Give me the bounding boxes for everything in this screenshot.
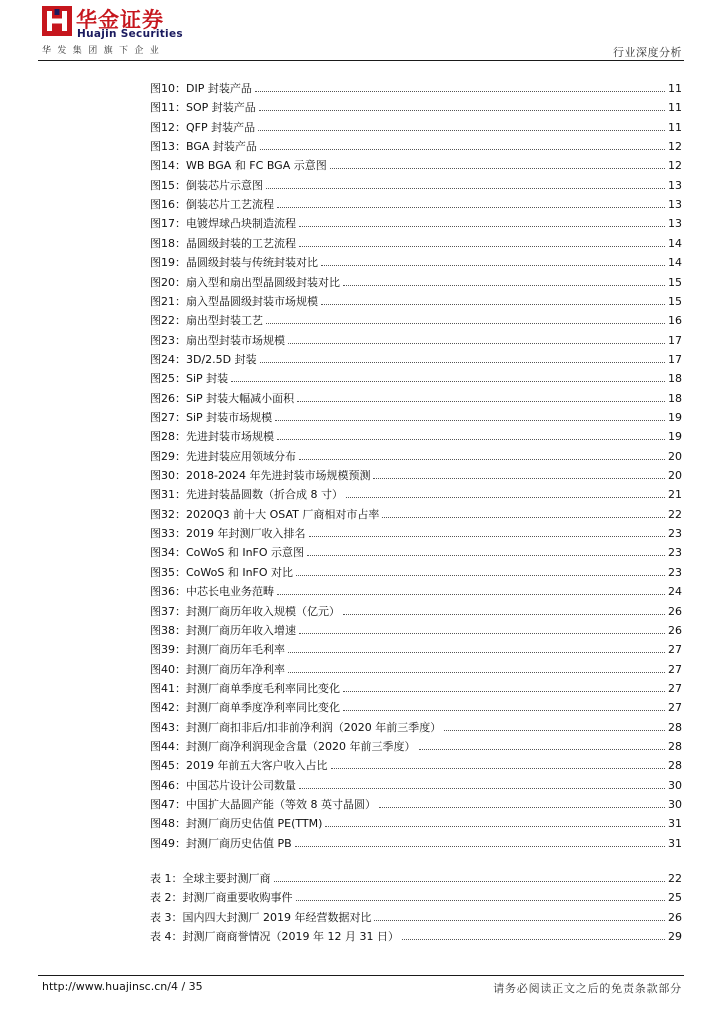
toc-entry-label: 图37：封测厂商历年收入规模（亿元） bbox=[150, 604, 340, 618]
figure-entry[interactable] bbox=[150, 525, 682, 541]
toc-entry-label: 图30：2018-2024 年先进封装市场规模预测 bbox=[150, 469, 371, 482]
figure-entry[interactable] bbox=[150, 757, 682, 773]
toc-dot-leader bbox=[277, 594, 665, 595]
toc-dot-leader bbox=[297, 401, 665, 402]
toc-entry-label: 表 4：封测厂商商誉情况（2019 年 12 月 31 日） bbox=[150, 930, 399, 944]
toc-entry-label: 图20：扇入型和扇出型晶圆级封装对比 bbox=[150, 275, 340, 289]
figure-entry[interactable] bbox=[150, 661, 682, 677]
toc-entry-label: 表 2：封测厂商重要收购事件 bbox=[150, 891, 293, 905]
toc-page-number: 27 bbox=[668, 681, 682, 695]
toc-dot-leader bbox=[321, 304, 665, 305]
toc-entry-label: 图32：2020Q3 前十大 OSAT 厂商相对市占率 bbox=[150, 507, 380, 521]
toc-dot-leader bbox=[255, 91, 665, 92]
toc-page-number: 31 bbox=[668, 817, 682, 831]
toc-page-number: 17 bbox=[668, 333, 682, 347]
toc-page-number: 26 bbox=[668, 623, 682, 637]
toc-entry-label: 图28：先进封装市场规模 bbox=[150, 430, 274, 444]
toc-dot-leader bbox=[296, 900, 666, 901]
toc-page-number: 26 bbox=[668, 910, 682, 924]
toc-dot-leader bbox=[379, 807, 665, 808]
toc-page-number: 12 bbox=[668, 159, 682, 173]
figure-entry[interactable] bbox=[150, 815, 682, 831]
toc-page-number: 28 bbox=[668, 739, 682, 753]
toc-entry-label: 图38：封测厂商历年收入增速 bbox=[150, 623, 296, 637]
huajin-logo-icon bbox=[42, 6, 72, 36]
toc-page-number: 15 bbox=[668, 294, 682, 308]
toc-page-number: 27 bbox=[668, 701, 682, 715]
figure-entry[interactable] bbox=[150, 699, 682, 715]
toc-page-number: 19 bbox=[668, 411, 682, 424]
figure-entry[interactable] bbox=[150, 641, 682, 657]
toc-dot-leader bbox=[299, 633, 665, 634]
toc-page-number: 27 bbox=[668, 662, 682, 676]
toc-entry-label: 图14：WB BGA 和 FC BGA 示意图 bbox=[150, 159, 327, 173]
toc-page-number: 28 bbox=[668, 720, 682, 734]
toc-dot-leader bbox=[288, 652, 665, 653]
toc-entry-label: 图35：CoWoS 和 InFO 对比 bbox=[150, 565, 294, 579]
toc-dot-leader bbox=[343, 691, 665, 692]
figure-entry[interactable] bbox=[150, 486, 682, 502]
toc-page-number: 12 bbox=[668, 140, 682, 154]
figure-entry[interactable] bbox=[150, 622, 682, 638]
toc-page-number: 31 bbox=[668, 836, 682, 850]
header-divider bbox=[38, 60, 684, 61]
figure-entry[interactable] bbox=[150, 603, 682, 619]
toc-entry-label: 图36：中芯长电业务范畴 bbox=[150, 585, 274, 599]
toc-entry-label: 图24：3D/2.5D 封装 bbox=[150, 352, 257, 366]
toc-dot-leader bbox=[295, 846, 665, 847]
toc-entry-label: 表 3：国内四大封测厂 2019 年经营数据对比 bbox=[150, 910, 372, 924]
toc-page-number: 18 bbox=[668, 391, 682, 405]
toc-entry-label: 图44：封测厂商净利润现金含量（2020 年前三季度） bbox=[150, 739, 416, 753]
toc-page-number: 14 bbox=[668, 236, 682, 250]
figure-entry[interactable] bbox=[150, 312, 682, 328]
figure-entry[interactable] bbox=[150, 564, 682, 580]
toc-entry-label: 图26：SiP 封装大幅减小面积 bbox=[150, 391, 295, 405]
toc-page-number: 26 bbox=[668, 604, 682, 618]
figure-entry[interactable] bbox=[150, 332, 682, 348]
figure-entry[interactable] bbox=[150, 738, 682, 754]
toc-entry-label: 图11：SOP 封装产品 bbox=[150, 101, 256, 115]
figure-entry[interactable] bbox=[150, 544, 682, 560]
toc-dot-leader bbox=[259, 110, 665, 111]
toc-entry-label: 图23：扇出型封装市场规模 bbox=[150, 333, 285, 347]
toc-dot-leader bbox=[331, 768, 666, 769]
toc-page-number: 30 bbox=[668, 778, 682, 792]
toc-entry-label: 图43：封测厂商扣非后/扣非前净利润（2020 年前三季度） bbox=[150, 720, 442, 734]
toc-entry-label: 图16：倒装芯片工艺流程 bbox=[150, 198, 274, 212]
toc-entry-label: 图45：2019 年前五大客户收入占比 bbox=[150, 759, 328, 773]
toc-page-number: 22 bbox=[668, 507, 682, 521]
toc-page-number: 15 bbox=[668, 275, 682, 289]
toc-page-number: 13 bbox=[668, 217, 682, 231]
toc-page-number: 16 bbox=[668, 314, 682, 328]
toc-dot-leader bbox=[266, 323, 665, 324]
toc-entry-label: 图13：BGA 封装产品 bbox=[150, 140, 257, 154]
toc-dot-leader bbox=[266, 188, 665, 189]
toc-page-number: 11 bbox=[668, 82, 682, 95]
toc-page-number: 22 bbox=[668, 872, 682, 885]
table-entry[interactable] bbox=[150, 909, 682, 925]
table-entry[interactable] bbox=[150, 870, 682, 886]
toc-dot-leader bbox=[299, 226, 665, 227]
logo-english-name: Huajin Securities bbox=[77, 28, 183, 40]
toc-entry-label: 图12：QFP 封装产品 bbox=[150, 120, 256, 134]
toc-entry-label: 图17：电镀焊球凸块制造流程 bbox=[150, 217, 296, 231]
figure-entry[interactable] bbox=[150, 428, 682, 444]
figure-entry[interactable] bbox=[150, 777, 682, 793]
figure-entry[interactable] bbox=[150, 370, 682, 386]
figure-entry[interactable] bbox=[150, 719, 682, 735]
toc-dot-leader bbox=[258, 130, 665, 131]
toc-page-number: 29 bbox=[668, 930, 682, 944]
toc-page-number: 21 bbox=[668, 488, 682, 502]
toc-dot-leader bbox=[419, 749, 666, 750]
figure-entry[interactable] bbox=[150, 80, 682, 96]
figure-entry[interactable] bbox=[150, 796, 682, 812]
footer-divider bbox=[38, 975, 684, 976]
toc-page-number: 13 bbox=[668, 178, 682, 192]
toc-page-number: 23 bbox=[668, 565, 682, 579]
figure-entry[interactable] bbox=[150, 119, 682, 135]
toc-page-number: 23 bbox=[668, 527, 682, 541]
figure-entry[interactable] bbox=[150, 138, 682, 154]
footer-url[interactable]: http://www.huajinsc.cn/4 / 35 bbox=[42, 980, 203, 993]
toc-dot-leader bbox=[231, 381, 665, 382]
toc-dot-leader bbox=[343, 614, 665, 615]
toc-dot-leader bbox=[288, 343, 665, 344]
figure-entry[interactable] bbox=[150, 215, 682, 231]
toc-dot-leader bbox=[373, 478, 665, 479]
toc-dot-leader bbox=[260, 149, 665, 150]
toc-dot-leader bbox=[325, 826, 665, 827]
toc-dot-leader bbox=[343, 710, 665, 711]
toc-page-number: 13 bbox=[668, 198, 682, 212]
toc-entry-label: 图29：先进封装应用领域分布 bbox=[150, 449, 296, 463]
toc-dot-leader bbox=[374, 920, 665, 921]
figure-entry[interactable] bbox=[150, 351, 682, 367]
toc-dot-leader bbox=[274, 881, 666, 882]
toc-page-number: 23 bbox=[668, 546, 682, 560]
toc-entry-label: 图39：封测厂商历年毛利率 bbox=[150, 643, 285, 657]
table-entry[interactable] bbox=[150, 928, 682, 944]
figure-entry[interactable] bbox=[150, 274, 682, 290]
figure-entry[interactable] bbox=[150, 177, 682, 193]
toc-dot-leader bbox=[444, 730, 665, 731]
toc-entry-label: 图31：先进封装晶圆数（折合成 8 寸） bbox=[150, 488, 343, 502]
toc-dot-leader bbox=[321, 265, 665, 266]
figure-entry[interactable] bbox=[150, 157, 682, 173]
toc-entry-label: 图42：封测厂商单季度净利率同比变化 bbox=[150, 701, 340, 715]
toc-entry-label: 图18：晶圆级封装的工艺流程 bbox=[150, 236, 296, 250]
toc-dot-leader bbox=[296, 575, 665, 576]
toc-entry-label: 图40：封测厂商历年净利率 bbox=[150, 662, 285, 676]
toc-dot-leader bbox=[299, 459, 665, 460]
toc-dot-leader bbox=[346, 497, 665, 498]
toc-page-number: 30 bbox=[668, 798, 682, 811]
toc-page-number: 20 bbox=[668, 449, 682, 463]
toc-entry-label: 图33：2019 年封测厂收入排名 bbox=[150, 527, 306, 541]
figure-entry[interactable] bbox=[150, 196, 682, 212]
toc-dot-leader bbox=[275, 420, 665, 421]
toc-page-number: 27 bbox=[668, 643, 682, 657]
toc-entry-label: 图25：SiP 封装 bbox=[150, 372, 229, 386]
toc-page-number: 24 bbox=[668, 585, 682, 599]
figure-entry[interactable] bbox=[150, 235, 682, 251]
toc-entry-label: 图21：扇入型晶圆级封装市场规模 bbox=[150, 294, 318, 308]
report-category: 行业深度分析 bbox=[613, 46, 682, 59]
footer-disclaimer: 请务必阅读正文之后的免责条款部分 bbox=[493, 982, 682, 995]
toc-entry-label: 图48：封测厂商历史估值 PE(TTM) bbox=[150, 817, 323, 831]
figure-entry[interactable] bbox=[150, 390, 682, 406]
toc-entry-label: 图46：中国芯片设计公司数量 bbox=[150, 778, 296, 792]
toc-dot-leader bbox=[343, 285, 665, 286]
logo-subtitle: 华发集团旗下企业 bbox=[42, 46, 166, 56]
toc-dot-leader bbox=[277, 439, 665, 440]
toc-dot-leader bbox=[382, 517, 665, 518]
toc-dot-leader bbox=[330, 168, 665, 169]
toc-page-number: 14 bbox=[668, 256, 682, 270]
toc-dot-leader bbox=[309, 536, 666, 537]
toc-dot-leader bbox=[277, 207, 665, 208]
toc-entry-label: 图15：倒装芯片示意图 bbox=[150, 178, 263, 192]
figure-entry[interactable] bbox=[150, 835, 682, 851]
toc-dot-leader bbox=[307, 555, 665, 556]
page-header bbox=[0, 0, 724, 62]
toc-entry-label: 图41：封测厂商单季度毛利率同比变化 bbox=[150, 681, 340, 695]
toc-page-number: 11 bbox=[668, 101, 682, 115]
figure-entry[interactable] bbox=[150, 506, 682, 522]
toc-entry-label: 表 1：全球主要封测厂商 bbox=[150, 872, 271, 885]
toc-page-number: 19 bbox=[668, 430, 682, 444]
toc-entry-label: 图27：SiP 封装市场规模 bbox=[150, 411, 273, 424]
toc-dot-leader bbox=[299, 246, 665, 247]
toc-page-number: 17 bbox=[668, 352, 682, 366]
toc-page-number: 25 bbox=[668, 891, 682, 905]
figure-entry[interactable] bbox=[150, 448, 682, 464]
toc-entry-label: 图22：扇出型封装工艺 bbox=[150, 314, 263, 328]
toc-entry-label: 图49：封测厂商历史估值 PB bbox=[150, 836, 292, 850]
toc-page-number: 18 bbox=[668, 372, 682, 386]
figure-entry[interactable] bbox=[150, 409, 682, 425]
toc-entry-label: 图47：中国扩大晶圆产能（等效 8 英寸晶圆） bbox=[150, 798, 376, 811]
toc-dot-leader bbox=[260, 362, 665, 363]
figure-entry[interactable] bbox=[150, 293, 682, 309]
figure-entry[interactable] bbox=[150, 583, 682, 599]
toc-entry-label: 图19：晶圆级封装与传统封装对比 bbox=[150, 256, 318, 270]
toc-page-number: 28 bbox=[668, 759, 682, 773]
figure-entry[interactable] bbox=[150, 467, 682, 483]
table-entry[interactable] bbox=[150, 889, 682, 905]
toc-dot-leader bbox=[288, 672, 665, 673]
toc-page-number: 20 bbox=[668, 469, 682, 482]
figure-entry[interactable] bbox=[150, 99, 682, 115]
toc-page-number: 11 bbox=[668, 120, 682, 134]
toc-entry-label: 图10：DIP 封装产品 bbox=[150, 82, 252, 95]
logo-chinese-name: 华金证券 bbox=[76, 8, 164, 32]
figure-entry[interactable] bbox=[150, 680, 682, 696]
figure-entry[interactable] bbox=[150, 254, 682, 270]
toc-entry-label: 图34：CoWoS 和 InFO 示意图 bbox=[150, 546, 305, 560]
toc-dot-leader bbox=[299, 788, 665, 789]
toc-dot-leader bbox=[402, 939, 665, 940]
